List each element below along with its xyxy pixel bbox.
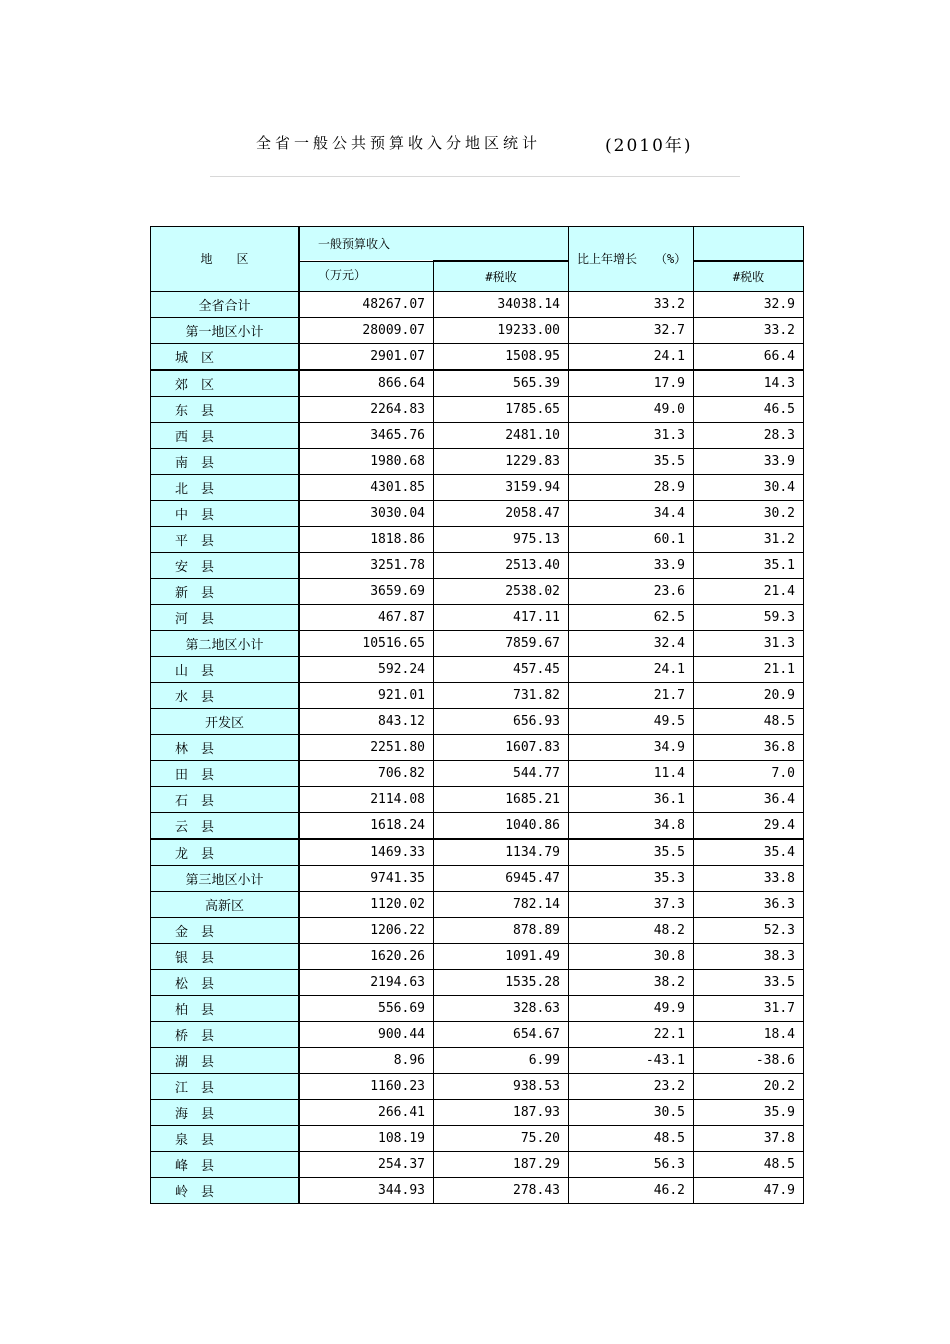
tax-cell: 1785.65 [434, 396, 569, 422]
region-name-cell: 高新区 [151, 891, 300, 917]
growth-tax-cell: 52.3 [694, 917, 804, 943]
growth-cell: 60.1 [569, 526, 694, 552]
table-row [151, 734, 804, 760]
table-row [151, 370, 804, 397]
table-row [151, 917, 804, 943]
revenue-cell: 1980.68 [299, 448, 434, 474]
table-row [151, 891, 804, 917]
growth-tax-cell: 21.1 [694, 656, 804, 682]
table-row [151, 526, 804, 552]
growth-cell: 23.2 [569, 1073, 694, 1099]
table-row [151, 760, 804, 786]
table-row [151, 448, 804, 474]
revenue-cell: 344.93 [299, 1177, 434, 1203]
growth-tax-cell: 35.4 [694, 839, 804, 866]
region-name-cell: 石 县 [151, 786, 300, 812]
year-label: (2010年) [605, 136, 693, 156]
region-name-cell: 南 县 [151, 448, 300, 474]
revenue-cell: 3659.69 [299, 578, 434, 604]
growth-cell: 11.4 [569, 760, 694, 786]
growth-cell: 17.9 [569, 370, 694, 397]
growth-tax-cell: 36.4 [694, 786, 804, 812]
growth-cell: 23.6 [569, 578, 694, 604]
revenue-cell: 1469.33 [299, 839, 434, 866]
region-name-cell: 金 县 [151, 917, 300, 943]
growth-cell: -43.1 [569, 1047, 694, 1073]
table-row [151, 1047, 804, 1073]
header-growth-blank [694, 227, 804, 262]
region-name-cell: 第一地区小计 [151, 317, 300, 343]
tax-cell: 2513.40 [434, 552, 569, 578]
tax-cell: 1535.28 [434, 969, 569, 995]
revenue-table [150, 226, 804, 1204]
header-area: 地 区 [151, 227, 300, 292]
growth-tax-cell: 18.4 [694, 1021, 804, 1047]
growth-cell: 36.1 [569, 786, 694, 812]
table-row [151, 1073, 804, 1099]
growth-tax-cell: 35.9 [694, 1099, 804, 1125]
growth-tax-cell: 33.9 [694, 448, 804, 474]
tax-cell: 75.20 [434, 1125, 569, 1151]
growth-cell: 34.9 [569, 734, 694, 760]
revenue-cell: 2114.08 [299, 786, 434, 812]
region-name-cell: 平 县 [151, 526, 300, 552]
growth-tax-cell: 31.3 [694, 630, 804, 656]
region-name-cell: 城 区 [151, 343, 300, 370]
region-name-cell: 林 县 [151, 734, 300, 760]
tax-cell: 328.63 [434, 995, 569, 1021]
table-row [151, 812, 804, 839]
growth-cell: 24.1 [569, 343, 694, 370]
growth-tax-cell: 32.9 [694, 291, 804, 317]
table-row [151, 422, 804, 448]
region-name-cell: 湖 县 [151, 1047, 300, 1073]
growth-tax-cell: 33.2 [694, 317, 804, 343]
revenue-cell: 1618.24 [299, 812, 434, 839]
growth-cell: 48.5 [569, 1125, 694, 1151]
growth-cell: 37.3 [569, 891, 694, 917]
revenue-cell: 266.41 [299, 1099, 434, 1125]
tax-cell: 656.93 [434, 708, 569, 734]
tax-cell: 1607.83 [434, 734, 569, 760]
tax-cell: 417.11 [434, 604, 569, 630]
growth-tax-cell: -38.6 [694, 1047, 804, 1073]
region-name-cell: 河 县 [151, 604, 300, 630]
revenue-cell: 48267.07 [299, 291, 434, 317]
region-name-cell: 岭 县 [151, 1177, 300, 1203]
tax-cell: 878.89 [434, 917, 569, 943]
growth-tax-cell: 59.3 [694, 604, 804, 630]
region-name-cell: 新 县 [151, 578, 300, 604]
table-row [151, 969, 804, 995]
growth-tax-cell: 33.5 [694, 969, 804, 995]
growth-tax-cell: 14.3 [694, 370, 804, 397]
table-row [151, 291, 804, 317]
growth-tax-cell: 48.5 [694, 1151, 804, 1177]
region-name-cell: 龙 县 [151, 839, 300, 866]
growth-tax-cell: 28.3 [694, 422, 804, 448]
region-name-cell: 北 县 [151, 474, 300, 500]
revenue-cell: 3030.04 [299, 500, 434, 526]
region-name-cell: 桥 县 [151, 1021, 300, 1047]
region-name-cell: 西 县 [151, 422, 300, 448]
revenue-cell: 592.24 [299, 656, 434, 682]
region-name-cell: 江 县 [151, 1073, 300, 1099]
table-row [151, 708, 804, 734]
growth-tax-cell: 48.5 [694, 708, 804, 734]
revenue-cell: 900.44 [299, 1021, 434, 1047]
region-name-cell: 松 县 [151, 969, 300, 995]
growth-cell: 33.9 [569, 552, 694, 578]
revenue-cell: 3251.78 [299, 552, 434, 578]
tax-cell: 2538.02 [434, 578, 569, 604]
tax-cell: 278.43 [434, 1177, 569, 1203]
growth-cell: 62.5 [569, 604, 694, 630]
tax-cell: 544.77 [434, 760, 569, 786]
growth-cell: 30.5 [569, 1099, 694, 1125]
growth-cell: 33.2 [569, 291, 694, 317]
revenue-cell: 4301.85 [299, 474, 434, 500]
tax-cell: 731.82 [434, 682, 569, 708]
growth-cell: 35.3 [569, 865, 694, 891]
tax-cell: 1508.95 [434, 343, 569, 370]
table-row [151, 865, 804, 891]
revenue-cell: 9741.35 [299, 865, 434, 891]
growth-tax-cell: 30.2 [694, 500, 804, 526]
growth-cell: 32.7 [569, 317, 694, 343]
growth-cell: 21.7 [569, 682, 694, 708]
tax-cell: 187.29 [434, 1151, 569, 1177]
tax-cell: 1685.21 [434, 786, 569, 812]
tax-cell: 19233.00 [434, 317, 569, 343]
growth-tax-cell: 31.2 [694, 526, 804, 552]
region-name-cell: 开发区 [151, 708, 300, 734]
revenue-cell: 467.87 [299, 604, 434, 630]
table-row [151, 786, 804, 812]
region-name-cell: 山 县 [151, 656, 300, 682]
tax-cell: 975.13 [434, 526, 569, 552]
growth-tax-cell: 46.5 [694, 396, 804, 422]
header-revenue-line2: （万元） [299, 261, 434, 291]
growth-cell: 56.3 [569, 1151, 694, 1177]
growth-tax-cell: 47.9 [694, 1177, 804, 1203]
region-name-cell: 全省合计 [151, 291, 300, 317]
header-tax: #税收 [434, 261, 569, 291]
header-growth-tax: #税收 [694, 261, 804, 291]
tax-cell: 938.53 [434, 1073, 569, 1099]
tax-cell: 782.14 [434, 891, 569, 917]
tax-cell: 6.99 [434, 1047, 569, 1073]
revenue-cell: 1160.23 [299, 1073, 434, 1099]
growth-cell: 31.3 [569, 422, 694, 448]
revenue-cell: 1818.86 [299, 526, 434, 552]
revenue-cell: 108.19 [299, 1125, 434, 1151]
table-row [151, 1151, 804, 1177]
growth-tax-cell: 20.2 [694, 1073, 804, 1099]
growth-tax-cell: 21.4 [694, 578, 804, 604]
revenue-cell: 2264.83 [299, 396, 434, 422]
region-name-cell: 第二地区小计 [151, 630, 300, 656]
tax-cell: 187.93 [434, 1099, 569, 1125]
region-name-cell: 安 县 [151, 552, 300, 578]
table-row [151, 630, 804, 656]
table-row [151, 578, 804, 604]
region-name-cell: 云 县 [151, 812, 300, 839]
table-row [151, 474, 804, 500]
table-row [151, 500, 804, 526]
tax-cell: 1134.79 [434, 839, 569, 866]
table-row [151, 839, 804, 866]
header-revenue-line1: 一般预算收入 [318, 237, 391, 251]
growth-tax-cell: 7.0 [694, 760, 804, 786]
table-row [151, 604, 804, 630]
growth-tax-cell: 33.8 [694, 865, 804, 891]
tax-cell: 34038.14 [434, 291, 569, 317]
region-name-cell: 第三地区小计 [151, 865, 300, 891]
tax-cell: 654.67 [434, 1021, 569, 1047]
region-name-cell: 东 县 [151, 396, 300, 422]
revenue-cell: 2901.07 [299, 343, 434, 370]
growth-cell: 22.1 [569, 1021, 694, 1047]
region-name-cell: 郊 区 [151, 370, 300, 397]
table-row [151, 396, 804, 422]
region-name-cell: 中 县 [151, 500, 300, 526]
revenue-cell: 28009.07 [299, 317, 434, 343]
revenue-cell: 10516.65 [299, 630, 434, 656]
region-name-cell: 峰 县 [151, 1151, 300, 1177]
tax-cell: 2481.10 [434, 422, 569, 448]
growth-cell: 30.8 [569, 943, 694, 969]
growth-tax-cell: 29.4 [694, 812, 804, 839]
revenue-cell: 706.82 [299, 760, 434, 786]
growth-cell: 49.9 [569, 995, 694, 1021]
growth-cell: 49.5 [569, 708, 694, 734]
growth-tax-cell: 37.8 [694, 1125, 804, 1151]
region-name-cell: 银 县 [151, 943, 300, 969]
revenue-cell: 1120.02 [299, 891, 434, 917]
revenue-cell: 866.64 [299, 370, 434, 397]
region-name-cell: 海 县 [151, 1099, 300, 1125]
table-row [151, 943, 804, 969]
header-growth: 比上年增长 （%） [569, 227, 694, 292]
growth-cell: 48.2 [569, 917, 694, 943]
tax-cell: 3159.94 [434, 474, 569, 500]
table-row [151, 343, 804, 370]
growth-tax-cell: 20.9 [694, 682, 804, 708]
header-revenue [299, 227, 569, 262]
region-name-cell: 柏 县 [151, 995, 300, 1021]
tax-cell: 7859.67 [434, 630, 569, 656]
growth-tax-cell: 66.4 [694, 343, 804, 370]
table-row [151, 682, 804, 708]
revenue-cell: 254.37 [299, 1151, 434, 1177]
growth-cell: 35.5 [569, 839, 694, 866]
growth-cell: 24.1 [569, 656, 694, 682]
revenue-cell: 2194.63 [299, 969, 434, 995]
revenue-cell: 8.96 [299, 1047, 434, 1073]
tax-cell: 565.39 [434, 370, 569, 397]
revenue-cell: 1620.26 [299, 943, 434, 969]
header-row-1 [151, 227, 804, 262]
title-divider [210, 176, 740, 177]
revenue-cell: 1206.22 [299, 917, 434, 943]
region-name-cell: 泉 县 [151, 1125, 300, 1151]
tax-cell: 6945.47 [434, 865, 569, 891]
revenue-cell: 2251.80 [299, 734, 434, 760]
growth-tax-cell: 38.3 [694, 943, 804, 969]
table-row [151, 1177, 804, 1203]
growth-tax-cell: 36.3 [694, 891, 804, 917]
revenue-cell: 921.01 [299, 682, 434, 708]
table-row [151, 552, 804, 578]
growth-cell: 49.0 [569, 396, 694, 422]
growth-cell: 38.2 [569, 969, 694, 995]
table-row [151, 317, 804, 343]
growth-cell: 28.9 [569, 474, 694, 500]
growth-cell: 35.5 [569, 448, 694, 474]
table-row [151, 656, 804, 682]
table-row [151, 1099, 804, 1125]
growth-tax-cell: 36.8 [694, 734, 804, 760]
growth-cell: 34.8 [569, 812, 694, 839]
region-name-cell: 田 县 [151, 760, 300, 786]
tax-cell: 1229.83 [434, 448, 569, 474]
tax-cell: 2058.47 [434, 500, 569, 526]
revenue-cell: 843.12 [299, 708, 434, 734]
table-row [151, 995, 804, 1021]
tax-cell: 457.45 [434, 656, 569, 682]
tax-cell: 1091.49 [434, 943, 569, 969]
revenue-cell: 556.69 [299, 995, 434, 1021]
table-row [151, 1125, 804, 1151]
growth-tax-cell: 30.4 [694, 474, 804, 500]
table-row [151, 1021, 804, 1047]
revenue-cell: 3465.76 [299, 422, 434, 448]
growth-tax-cell: 35.1 [694, 552, 804, 578]
page-title: 全省一般公共预算收入分地区统计 [256, 134, 542, 152]
growth-tax-cell: 31.7 [694, 995, 804, 1021]
tax-cell: 1040.86 [434, 812, 569, 839]
growth-cell: 34.4 [569, 500, 694, 526]
growth-cell: 32.4 [569, 630, 694, 656]
region-name-cell: 水 县 [151, 682, 300, 708]
growth-cell: 46.2 [569, 1177, 694, 1203]
